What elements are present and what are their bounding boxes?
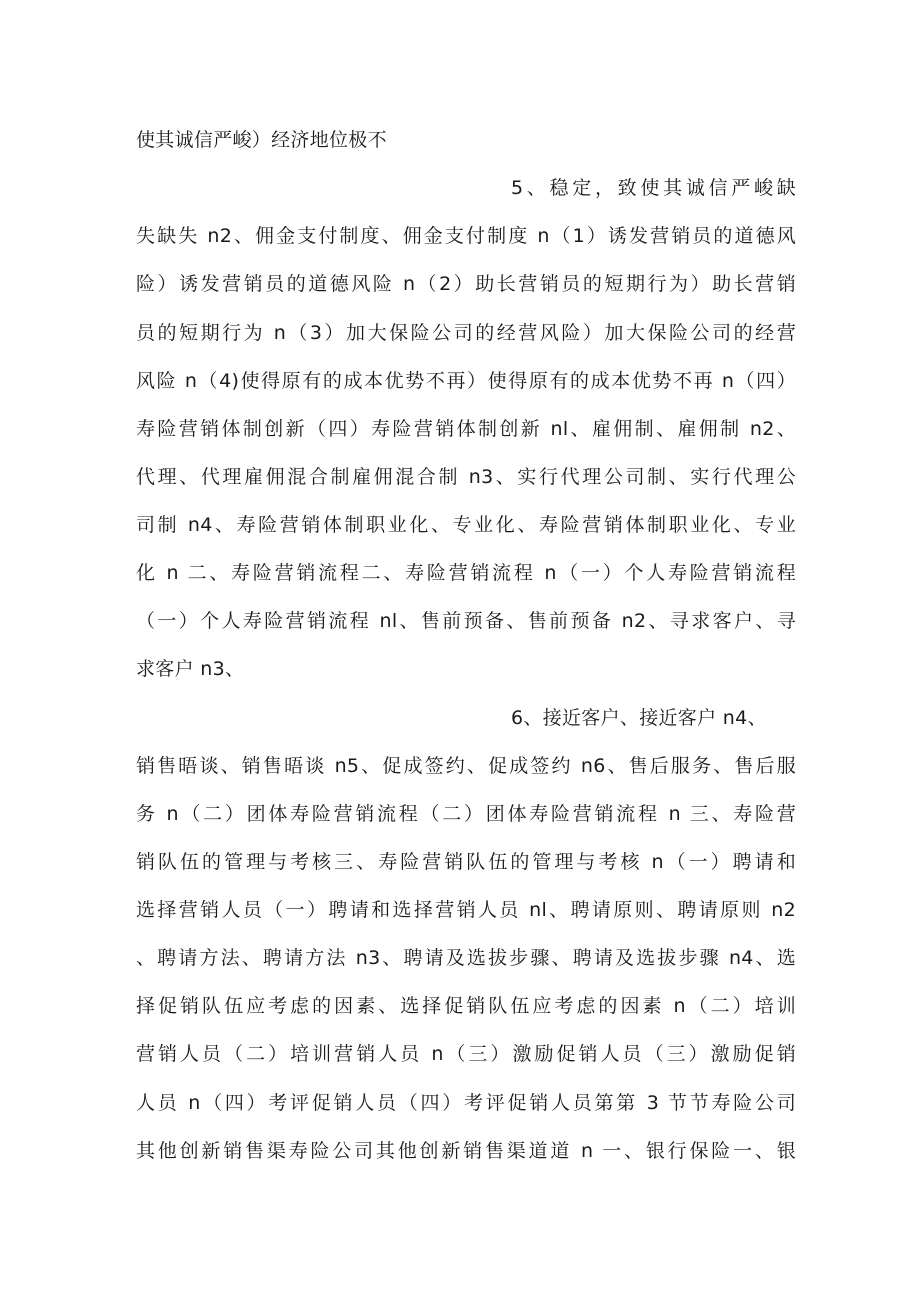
text-line: 司制 n4、寿险营销体制职业化、专业化、寿险营销体制职业化、专业 [136, 514, 796, 536]
text-line: 使其诚信严峻）经济地位极不 [136, 129, 387, 151]
text-line: 求客户 n3、 [136, 658, 245, 680]
text-line: 人员 n（四）考评促销人员（四）考评促销人员第第 3 节节寿险公司 [136, 1092, 796, 1114]
text-line: 化 n 二、寿险营销流程二、寿险营销流程 n（一）个人寿险营销流程 [136, 562, 796, 584]
text-line: 择促销队伍应考虑的因素、选择促销队伍应考虑的因素 n（二）培训 [136, 995, 796, 1017]
text-line: 险）诱发营销员的道德风险 n（2）助长营销员的短期行为）助长营销 [136, 273, 796, 295]
text-line: 代理、代理雇佣混合制雇佣混合制 n3、实行代理公司制、实行代理公 [136, 466, 796, 488]
text-line: 风险 n（4)使得原有的成本优势不再）使得原有的成本优势不再 n（四） [136, 370, 796, 392]
text-line: 销售晤谈、销售晤谈 n5、促成签约、促成签约 n6、售后服务、售后服 [136, 755, 796, 777]
text-line: 销队伍的管理与考核三、寿险营销队伍的管理与考核 n（一）聘请和 [136, 851, 796, 873]
text-line: 务 n（二）团体寿险营销流程（二）团体寿险营销流程 n 三、寿险营 [136, 803, 796, 825]
text-line: 寿险营销体制创新（四）寿险营销体制创新 nl、雇佣制、雇佣制 n2、 [136, 418, 796, 440]
text-line: 、聘请方法、聘请方法 n3、聘请及选拔步骤、聘请及选拔步骤 n4、选 [136, 947, 796, 969]
text-line: 失缺失 n2、佣金支付制度、佣金支付制度 n（1）诱发营销员的道德风 [136, 225, 796, 247]
text-line: 营销人员（二）培训营销人员 n（三）激励促销人员（三）激励促销 [136, 1043, 796, 1065]
text-line: 其他创新销售渠寿险公司其他创新销售渠道道 n 一、银行保险一、银 [136, 1140, 796, 1162]
text-line: 6、接近客户、接近客户 n4、 [511, 707, 767, 729]
text-line: （一）个人寿险营销流程 nl、售前预备、售前预备 n2、寻求客户、寻 [136, 610, 796, 632]
text-line: 5、稳定，致使其诚信严峻缺 [511, 177, 796, 199]
text-line: 员的短期行为 n（3）加大保险公司的经营风险）加大保险公司的经营 [136, 322, 796, 344]
text-line: 选择营销人员（一）聘请和选择营销人员 nl、聘请原则、聘请原则 n2 [136, 899, 796, 921]
